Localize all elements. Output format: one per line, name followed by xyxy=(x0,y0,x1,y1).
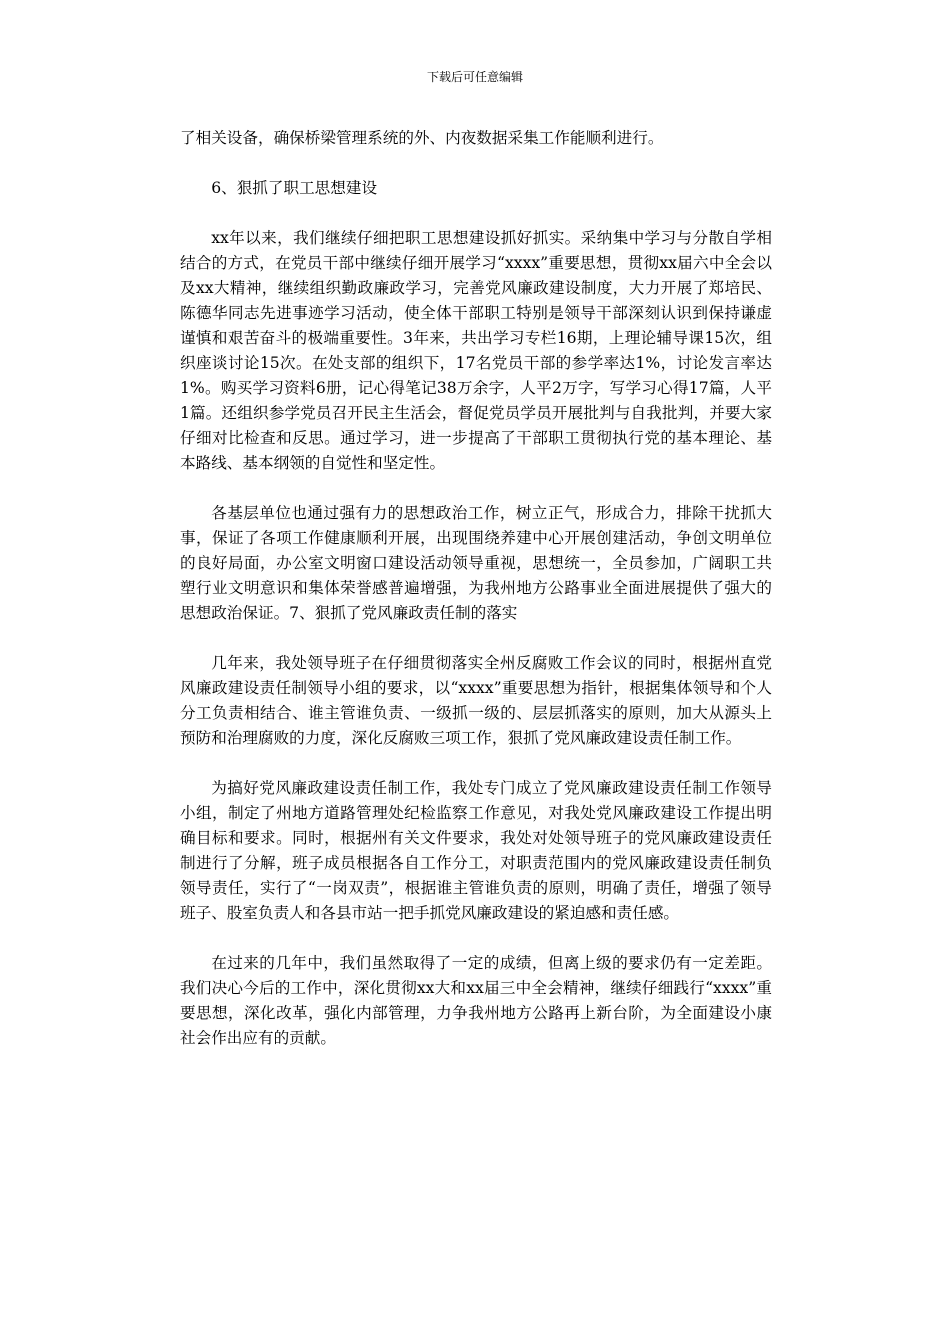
paragraph-continuation: 了相关设备，确保桥梁管理系统的外、内夜数据采集工作能顺利进行。 xyxy=(180,129,664,147)
paragraph: 为搞好党风廉政建设责任制工作，我处专门成立了党风廉政建设责任制工作领导小组，制定了州地方道路管理处纪检监察工作意见，对我处党风廉政建设工作提出明确目标和要求。同时，根据州有关文件要求，我处对处领导班子的党风廉政建设责任制进行了分解，班子成员根据各自工作分工，对职责范围内的党风廉政建设责任制负领导责任，实行了“一岗双责”，根据谁主管谁负责的原则，明确了责任，增强了领导班子、股室负责人和各县市站一把手抓党风廉政建设的紧迫感和责任感。 xyxy=(180,779,772,922)
paragraph: 在过来的几年中，我们虽然取得了一定的成绩，但离上级的要求仍有一定差距。我们决心今后的工作中，深化贯彻xx大和xx届三中全会精神，继续仔细践行“xxxx”重要思想，深化改革，强化内部管理，力争我州地方公路再上新台阶，为全面建设小康社会作出应有的贡献。 xyxy=(180,954,772,1047)
page-header: 下载后可任意编辑 xyxy=(426,70,523,84)
paragraph: 各基层单位也通过强有力的思想政治工作，树立正气，形成合力，排除干扰抓大事，保证了各项工作健康顺利开展，出现围绕养建中心开展创建活动，争创文明单位的良好局面，办公室文明窗口建设活动领导重视，思想统一，全员参加，广阔职工共塑行业文明意识和集体荣誉感普遍增强，为我州地方公路事业全面进展提供了强大的思想政治保证。7、狠抓了党风廉政责任制的落实 xyxy=(180,504,772,622)
section-heading-6: 6、狠抓了职工思想建设 xyxy=(211,179,378,197)
paragraph: 几年来，我处领导班子在仔细贯彻落实全州反腐败工作会议的同时，根据州直党风廉政建设责任制领导小组的要求，以“xxxx”重要思想为指针，根据集体领导和个人分工负责相结合、谁主管谁负责、一级抓一级的、层层抓落实的原则，加大从源头上预防和治理腐败的力度，深化反腐败三项工作，狠抓了党风廉政建设责任制工作。 xyxy=(180,654,772,747)
paragraph: xx年以来，我们继续仔细把职工思想建设抓好抓实。采纳集中学习与分散自学相结合的方式，在党员干部中继续仔细开展学习“xxxx”重要思想，贯彻xx届六中全会以及xx大精神，继续组织勤政廉政学习，完善党风廉政建设制度，大力开展了郑培民、陈德华同志先进事迹学习活动，使全体干部职工特别是领导干部深刻认识到保持谦虚谨慎和艰苦奋斗的极端重要性。3年来，共出学习专栏16期，上理论辅导课15次，组织座谈讨论15次。在处支部的组织下，17名党员干部的参学率达1%，讨论发言率达1%。购买学习资料6册，记心得笔记38万余字，人平2万字，写学习心得17篇，人平1篇。还组织参学党员召开民主生活会，督促党员学员开展批判与自我批判，并要大家仔细对比检查和反思。通过学习，进一步提高了干部职工贯彻执行党的基本理论、基本路线、基本纲领的自觉性和坚定性。 xyxy=(180,229,772,472)
document-body xyxy=(180,126,772,1076)
